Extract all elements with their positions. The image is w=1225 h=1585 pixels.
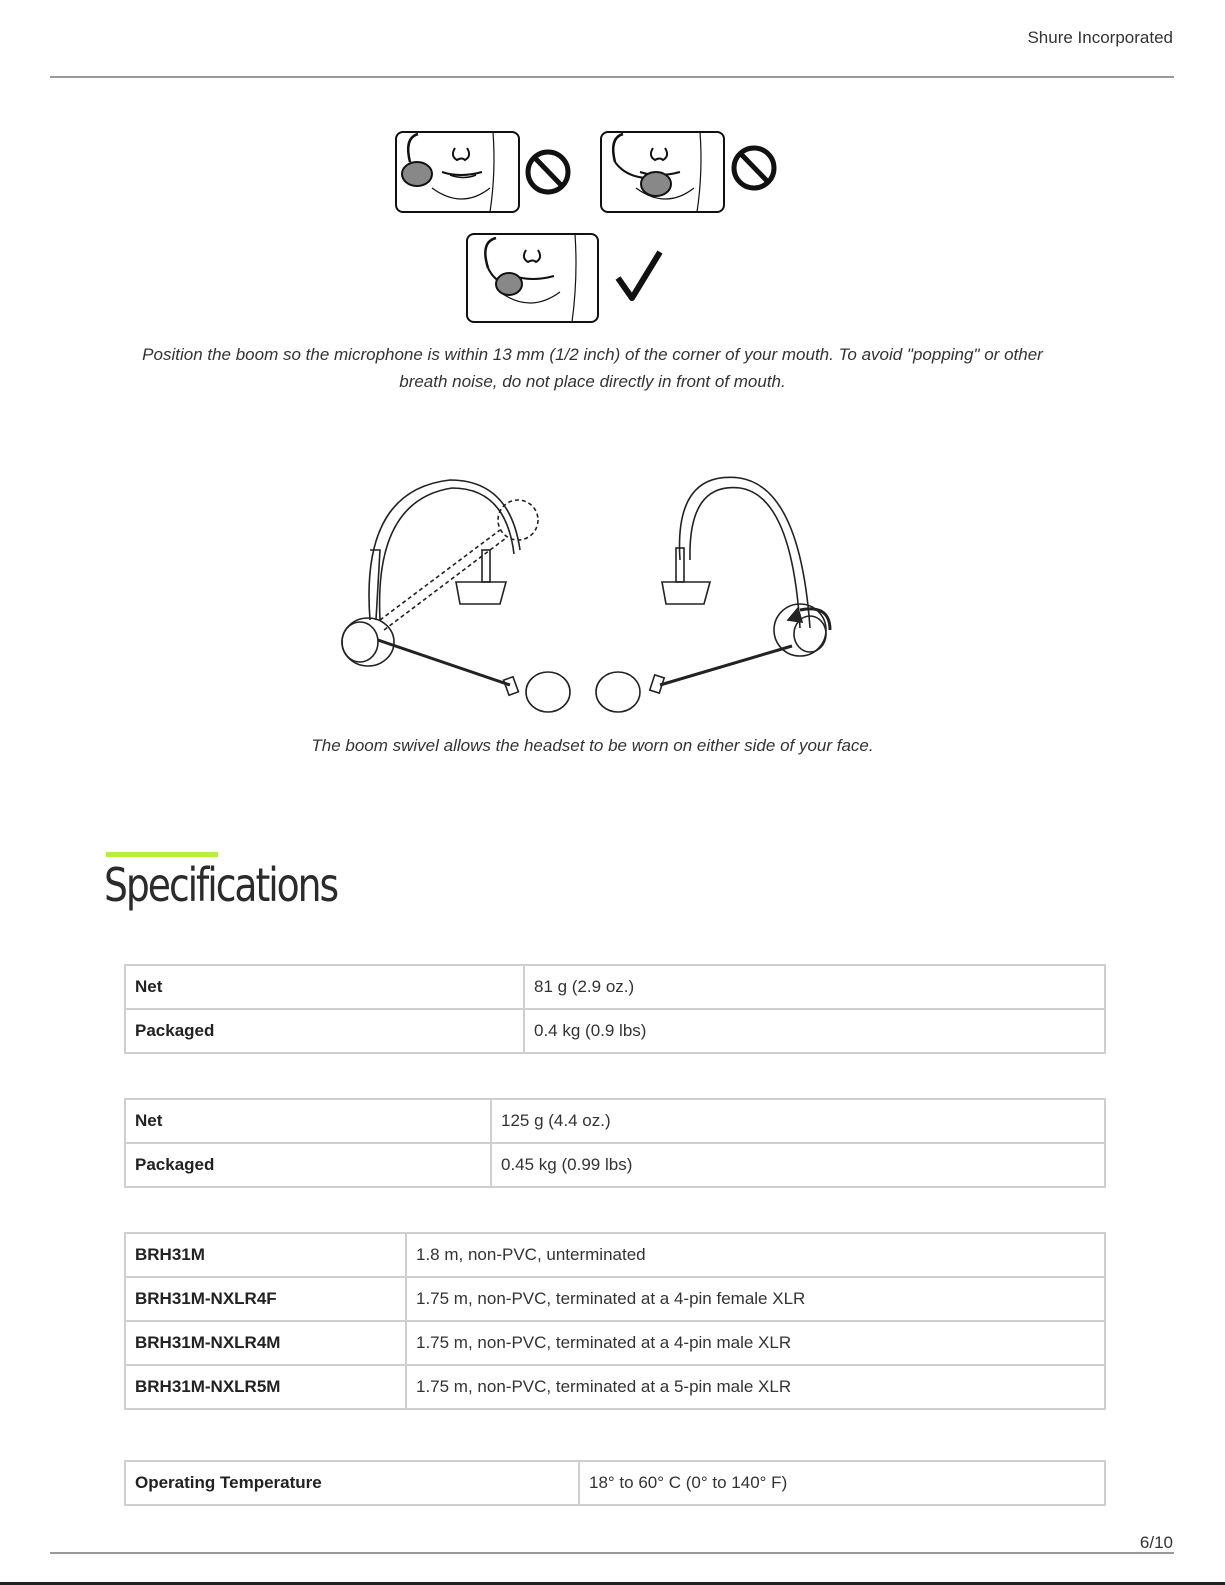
table-row <box>125 1009 1105 1053</box>
spec-value: 1.75 m, non-PVC, terminated at a 4-pin female XLR <box>406 1277 1105 1321</box>
placement-caption: Position the boom so the microphone is within 13 mm (1/2 inch) of the corner of your mouth. To avoid "popping" or other breath noise, do not place directly in front of mouth. <box>142 345 1043 391</box>
spec-table-weight-1 <box>124 964 1106 1054</box>
header-rule <box>50 76 1174 78</box>
boom-swivel-figure <box>330 470 850 720</box>
specifications-accent-bar <box>106 852 218 857</box>
table-row <box>125 1461 1105 1505</box>
spec-key: BRH31M-NXLR4M <box>125 1321 406 1365</box>
spec-key: Net <box>125 965 524 1009</box>
swivel-caption: The boom swivel allows the headset to be worn on either side of your face. <box>311 736 874 755</box>
spec-key: BRH31M <box>125 1233 406 1277</box>
headset-right <box>596 477 830 712</box>
spec-key: BRH31M-NXLR4F <box>125 1277 406 1321</box>
spec-value: 125 g (4.4 oz.) <box>491 1099 1105 1143</box>
face-panel-front <box>601 132 724 212</box>
page-number: 6/10 <box>1139 1533 1173 1552</box>
no-icon <box>734 148 774 188</box>
table-row <box>125 1099 1105 1143</box>
table-row <box>125 965 1105 1009</box>
spec-value: 0.45 kg (0.99 lbs) <box>491 1143 1105 1187</box>
table-row <box>125 1321 1105 1365</box>
no-icon <box>528 152 568 192</box>
spec-value: 1.75 m, non-PVC, terminated at a 4-pin male XLR <box>406 1321 1105 1365</box>
spec-key: Operating Temperature <box>125 1461 579 1505</box>
spec-key: Net <box>125 1099 491 1143</box>
mic-placement-figure <box>390 128 790 328</box>
specifications-heading: Specifications <box>104 858 338 912</box>
spec-value: 81 g (2.9 oz.) <box>524 965 1105 1009</box>
footer-rule <box>50 1552 1174 1554</box>
spec-value: 1.75 m, non-PVC, terminated at a 5-pin male XLR <box>406 1365 1105 1409</box>
table-row <box>125 1365 1105 1409</box>
headset-left <box>342 480 570 712</box>
table-row <box>125 1277 1105 1321</box>
spec-value: 0.4 kg (0.9 lbs) <box>524 1009 1105 1053</box>
table-row <box>125 1233 1105 1277</box>
spec-value: 18° to 60° C (0° to 140° F) <box>579 1461 1105 1505</box>
face-panel-correct <box>467 234 598 322</box>
check-icon <box>618 252 660 298</box>
spec-table-environment <box>124 1460 1106 1506</box>
spec-value: 1.8 m, non-PVC, unterminated <box>406 1233 1105 1277</box>
spec-table-cables <box>124 1232 1106 1410</box>
spec-key: Packaged <box>125 1143 491 1187</box>
header-company: Shure Incorporated <box>1027 28 1173 47</box>
spec-key: Packaged <box>125 1009 524 1053</box>
spec-key: BRH31M-NXLR5M <box>125 1365 406 1409</box>
spec-table-weight-2 <box>124 1098 1106 1188</box>
table-row <box>125 1143 1105 1187</box>
